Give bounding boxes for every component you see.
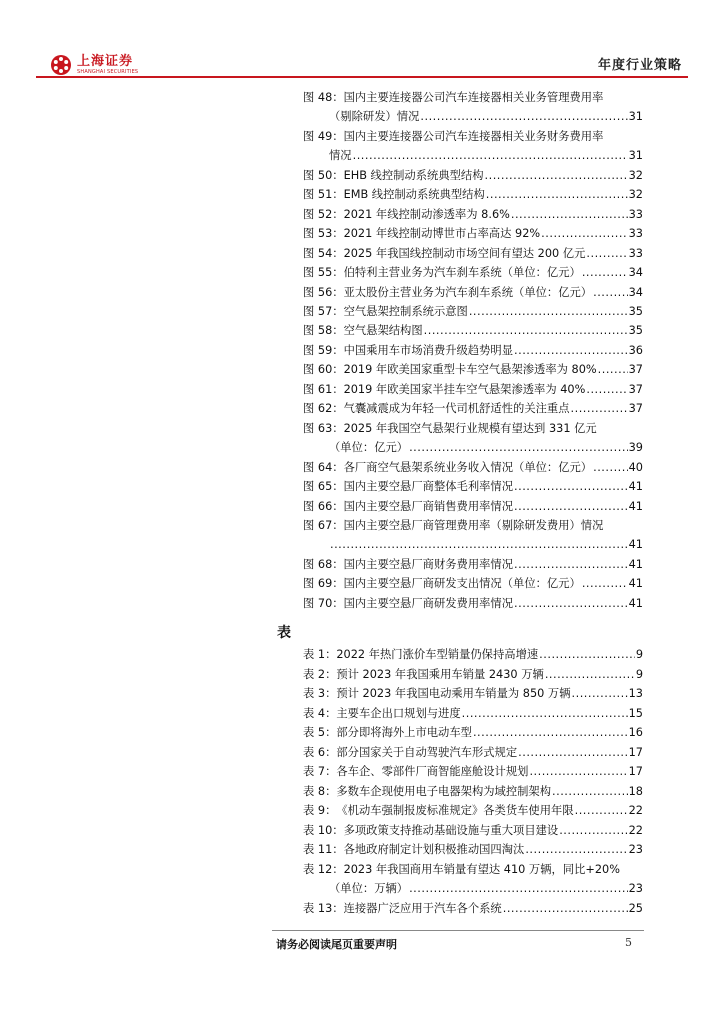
toc-entry-page: 13 (628, 687, 643, 700)
toc-entry-line (303, 665, 643, 685)
toc-leader-dots (539, 645, 635, 665)
toc-entry-line (303, 185, 643, 204)
toc-entry-title-cont: （单位：亿元） (329, 441, 409, 455)
toc-leader-dots (409, 438, 628, 457)
toc-entry-label: 图 49： (303, 129, 344, 143)
figure-list-item[interactable] (303, 341, 643, 360)
shanghai-securities-logo-icon (50, 54, 72, 76)
toc-entry-title: 国内主要连接器公司汽车连接器相关业务管理费用率 (343, 91, 604, 104)
logo (50, 54, 138, 76)
toc-entry-title: 国内主要空悬厂商财务费用率情况 (343, 557, 514, 571)
toc-entry-line (303, 438, 643, 457)
toc-entry-title: 主要车企出口规划与进度 (336, 706, 461, 720)
figure-list-item[interactable] (303, 574, 643, 593)
toc-entry-page: 41 (628, 577, 643, 591)
toc-leader-dots (514, 477, 628, 496)
toc-leader-dots (514, 594, 628, 613)
toc-entry-label: 表 6： (303, 745, 337, 759)
toc-entry-page: 35 (628, 324, 643, 338)
toc-entry-page: 35 (628, 304, 643, 318)
toc-leader-dots (469, 302, 628, 321)
toc-entry-line (303, 762, 643, 782)
toc-entry-title: EMB 线控制动系统典型结构 (343, 188, 485, 202)
toc-leader-dots (593, 283, 628, 302)
table-list-item[interactable] (303, 821, 643, 841)
toc-entry-title-cont: 情况 (329, 149, 352, 163)
toc-entry-line (303, 879, 643, 899)
toc-entry-label: 图 56： (303, 285, 344, 299)
toc-entry-page: 15 (628, 706, 643, 720)
figure-list-item[interactable] (303, 166, 643, 185)
table-list-item[interactable] (303, 665, 643, 685)
toc-entry-line (303, 497, 643, 516)
toc-entry-page: 22 (628, 823, 643, 837)
toc-entry-label: 图 68： (303, 557, 344, 571)
toc-entry-title: 部分即将海外上市电动车型 (336, 726, 472, 739)
figure-list-item[interactable] (303, 127, 643, 166)
toc-entry-page: 37 (628, 402, 643, 416)
toc-entry-label: 图 59： (303, 343, 344, 357)
toc-entry-line (303, 360, 643, 379)
toc-entry-label: 图 52： (303, 207, 344, 221)
toc-entry-page: 9 (635, 667, 643, 681)
page-header (36, 48, 688, 78)
toc-entry-page: 34 (628, 285, 643, 299)
figure-list-item[interactable] (303, 516, 643, 555)
toc-entry-label: 表 10： (303, 823, 344, 837)
toc-leader-dots (559, 821, 627, 841)
toc-leader-dots (514, 341, 628, 360)
figure-list-item[interactable] (303, 302, 643, 321)
toc-entry-line (303, 535, 643, 554)
toc-entry-label: 表 13： (303, 901, 344, 915)
toc-entry-title: 部分国家关于自动驾驶汽车形式规定 (336, 745, 518, 759)
toc-entry-page: 33 (628, 227, 643, 241)
toc-entry-label: 表 5： (303, 726, 337, 739)
toc-entry-line (303, 594, 643, 613)
table-list-item[interactable] (303, 684, 643, 704)
disclaimer-notice: 请务必阅读尾页重要声明 (276, 938, 397, 951)
toc-entry-label: 图 66： (303, 499, 344, 513)
toc-entry-page: 37 (628, 363, 643, 377)
toc-entry-page: 40 (628, 460, 643, 474)
toc-entry-title: 各厂商空气悬架系统业务收入情况（单位：亿元） (343, 460, 593, 474)
toc-entry-page: 41 (628, 557, 643, 571)
toc-entry-line (303, 107, 643, 126)
toc-entry-title: 中国乘用车市场消费升级趋势明显 (343, 343, 514, 357)
toc-entry-line (303, 302, 643, 321)
toc-entry-label: 表 8： (303, 784, 337, 798)
figure-list-item[interactable] (303, 263, 643, 282)
toc-leader-dots (503, 899, 628, 919)
toc-entry-label: 表 11： (303, 843, 344, 856)
toc-entry-page: 22 (628, 804, 643, 817)
figure-list-item[interactable] (303, 244, 643, 263)
toc-entry-line (303, 166, 643, 185)
toc-entry-line (303, 146, 643, 165)
report-type-title: 年度行业策略 (597, 58, 682, 73)
toc-entry-page: 33 (628, 207, 643, 221)
toc-entry-title: 预计 2023 年我国电动乘用车销量为 850 万辆 (336, 687, 571, 700)
figure-list-item[interactable] (303, 555, 643, 574)
toc-entry-title: 国内主要连接器公司汽车连接器相关业务财务费用率 (343, 129, 604, 143)
toc-entry-label: 表 3： (303, 687, 337, 700)
toc-entry-title: EHB 线控制动系统典型结构 (343, 168, 484, 182)
toc-entry-page: 17 (628, 745, 643, 759)
figure-list-item[interactable] (303, 185, 643, 204)
toc-entry-title: 气囊减震成为年轻一代司机舒适性的关注重点 (343, 402, 570, 416)
toc-leader-dots (571, 399, 628, 418)
header-divider (36, 76, 688, 78)
toc-leader-dots (424, 321, 628, 340)
figure-list (303, 88, 643, 613)
toc-entry-line (303, 704, 643, 724)
toc-entry-title: 空气悬架结构图 (343, 324, 423, 338)
toc-leader-dots (409, 879, 628, 899)
toc-leader-dots (514, 555, 628, 574)
toc-entry-page: 31 (628, 149, 643, 163)
toc-entry-title: 各车企、零部件厂商智能座舱设计规划 (336, 765, 529, 778)
toc-entry-label: 图 55： (303, 266, 344, 280)
toc-entry-line (303, 684, 643, 704)
toc-entry-page: 41 (628, 480, 643, 494)
toc-entry-page: 41 (628, 596, 643, 610)
toc-entry-line (303, 782, 643, 802)
toc-entry-page: 31 (628, 110, 643, 124)
toc-entry-page: 39 (628, 441, 643, 455)
table-list-item[interactable] (303, 801, 643, 821)
figure-list-item[interactable] (303, 399, 643, 418)
toc-leader-dots (511, 205, 628, 224)
figure-list-item[interactable] (303, 497, 643, 516)
toc-entry-title: 多项政策支持推动基础设施与重大项目建设 (343, 823, 559, 837)
toc-entry-title: 亚太股份主营业务为汽车刹车系统（单位：亿元） (343, 285, 593, 299)
toc-entry-line (303, 477, 643, 496)
table-list-item[interactable] (303, 840, 643, 860)
toc-entry-label: 图 50： (303, 168, 344, 182)
page-number: 5 (625, 936, 632, 949)
toc-entry-line (303, 458, 643, 477)
table-list-item[interactable] (303, 782, 643, 802)
toc-entry-title: 《机动车强制报废标准规定》各类货车使用年限 (336, 804, 574, 817)
figure-list-item[interactable] (303, 477, 643, 496)
toc-leader-dots (486, 185, 628, 204)
toc-entry-line (303, 840, 643, 860)
figure-list-item[interactable] (303, 380, 643, 399)
toc-entry-label: 图 64： (303, 460, 344, 474)
toc-entry-label: 表 1： (303, 648, 337, 661)
toc-entry-title: 国内主要空悬厂商管理费用率（剔除研发费用）情况 (343, 518, 604, 532)
toc-entry-label: 图 63： (303, 421, 344, 435)
toc-entry-page: 17 (628, 765, 643, 778)
toc-entry-label: 图 69： (303, 577, 344, 591)
toc-leader-dots (586, 380, 627, 399)
toc-entry-title-cont: （剔除研发）情况 (329, 110, 420, 124)
toc-entry-label: 图 54： (303, 246, 344, 260)
toc-leader-dots (545, 665, 635, 685)
toc-entry-label: 表 2： (303, 667, 337, 681)
toc-leader-dots (572, 684, 628, 704)
toc-entry-line (303, 399, 643, 418)
toc-entry-title: 2022 年热门涨价车型销量仍保持高增速 (336, 648, 539, 661)
toc-entry-label: 图 70： (303, 596, 344, 610)
figure-list-item[interactable] (303, 594, 643, 613)
toc-entry-page: 9 (635, 648, 643, 661)
toc-entry-line (303, 723, 643, 743)
toc-entry-page: 41 (628, 499, 643, 513)
toc-entry-title: 2019 年欧美国家半挂车空气悬架渗透率为 40% (343, 382, 586, 396)
toc-entry-label: 表 9： (303, 804, 337, 817)
toc-entry-page: 16 (628, 726, 643, 739)
logo-name-cn: 上海证券 (77, 54, 134, 69)
toc-entry-title: 预计 2023 年我国乘用车销量 2430 万辆 (336, 667, 544, 681)
toc-entry-line (303, 263, 643, 282)
toc-entry-page: 23 (628, 843, 643, 856)
toc-leader-dots (330, 535, 628, 554)
toc-leader-dots (552, 782, 628, 802)
toc-entry-line (303, 419, 643, 438)
toc-leader-dots (353, 146, 628, 165)
toc-entry-line (303, 283, 643, 302)
toc-entry-line (303, 555, 643, 574)
toc-leader-dots (575, 801, 628, 821)
table-list-item[interactable] (303, 704, 643, 724)
toc-entry-page: 32 (628, 188, 643, 202)
toc-leader-dots (518, 743, 627, 763)
toc-entry-page: 36 (628, 343, 643, 357)
toc-entry-title: 连接器广泛应用于汽车各个系统 (343, 901, 502, 915)
toc-entry-page: 33 (628, 246, 643, 260)
toc-entry-line (303, 224, 643, 243)
figure-list-item[interactable] (303, 419, 643, 458)
table-list-item[interactable] (303, 860, 643, 899)
toc-entry-line (303, 645, 643, 665)
toc-entry-label: 表 7： (303, 765, 337, 778)
table-list (303, 645, 643, 918)
table-list-item[interactable] (303, 723, 643, 743)
toc-leader-dots (582, 574, 628, 593)
toc-entry-line (303, 321, 643, 340)
toc-entry-title-cont: （单位：万辆） (329, 882, 409, 895)
toc-entry-line (303, 821, 643, 841)
toc-entry-page: 37 (628, 382, 643, 396)
toc-leader-dots (420, 107, 627, 126)
toc-leader-dots (582, 263, 628, 282)
toc-entry-line (303, 127, 643, 146)
toc-entry-page: 25 (628, 901, 643, 915)
toc-entry-label: 图 48： (303, 91, 344, 104)
logo-name-en: SHANGHAI SECURITIES (77, 69, 139, 75)
toc-entry-title: 2021 年线控制动博世市占率高达 92% (343, 227, 541, 241)
toc-entry-line (303, 574, 643, 593)
table-list-item[interactable] (303, 899, 643, 919)
table-list-item[interactable] (303, 743, 643, 763)
toc-entry-line (303, 516, 643, 535)
toc-leader-dots (529, 762, 627, 782)
toc-leader-dots (485, 166, 628, 185)
toc-entry-label: 表 4： (303, 706, 337, 720)
toc-entry-page: 34 (628, 266, 643, 280)
figure-list-item[interactable] (303, 321, 643, 340)
toc-entry-line (303, 743, 643, 763)
toc-leader-dots (586, 244, 627, 263)
toc-entry-title: 2019 年欧美国家重型卡车空气悬架渗透率为 80% (343, 363, 597, 377)
toc-entry-title: 空气悬架控制系统示意图 (343, 304, 468, 318)
toc-entry-label: 图 60： (303, 363, 344, 377)
table-list-item[interactable] (303, 762, 643, 782)
toc-entry-title: 2023 年我国商用车销量有望达 410 万辆，同比+20% (343, 862, 620, 876)
toc-entry-title: 多数车企现使用电子电器架构为域控制架构 (336, 784, 552, 798)
toc-entry-line (303, 860, 643, 880)
toc-entry-line (303, 244, 643, 263)
toc-leader-dots (473, 723, 628, 743)
toc-entry-line (303, 899, 643, 919)
toc-leader-dots (462, 704, 628, 724)
toc-entry-page: 32 (628, 168, 643, 182)
toc-leader-dots (593, 458, 628, 477)
toc-entry-line (303, 801, 643, 821)
toc-entry-title: 国内主要空悬厂商研发支出情况（单位：亿元） (343, 577, 581, 591)
toc-entry-label: 图 58： (303, 324, 344, 338)
toc-entry-title: 2025 年我国线控制动市场空间有望达 200 亿元 (343, 246, 586, 260)
table-list-item[interactable] (303, 645, 643, 665)
toc-entry-label: 图 51： (303, 188, 344, 202)
toc-leader-dots (514, 497, 628, 516)
toc-entry-title: 国内主要空悬厂商整体毛利率情况 (343, 480, 514, 494)
toc-leader-dots (541, 224, 627, 243)
toc-entry-label: 图 53： (303, 227, 344, 241)
footer-divider (272, 930, 644, 931)
figure-list-item[interactable] (303, 205, 643, 224)
toc-leader-dots (525, 840, 627, 860)
toc-entry-title: 国内主要空悬厂商研发费用率情况 (343, 596, 514, 610)
toc-entry-title: 2025 年我国空气悬架行业规模有望达到 331 亿元 (343, 421, 597, 435)
toc-entry-line (303, 205, 643, 224)
toc-entry-page: 23 (628, 882, 643, 895)
toc-entry-line (303, 88, 643, 107)
figure-list-item[interactable] (303, 224, 643, 243)
toc-entry-page: 18 (628, 784, 643, 798)
figure-list-item[interactable] (303, 458, 643, 477)
toc-entry-title: 伯特利主营业务为汽车刹车系统（单位：亿元） (343, 266, 581, 280)
toc-entry-line (303, 380, 643, 399)
toc-entry-label: 图 62： (303, 402, 344, 416)
toc-entry-line (303, 341, 643, 360)
toc-entry-label: 图 67： (303, 518, 344, 532)
toc-entry-title: 2021 年线控制动渗透率为 8.6% (343, 207, 510, 221)
toc-entry-label: 图 65： (303, 480, 344, 494)
toc-entry-page: 41 (628, 538, 643, 552)
toc-entry-title: 各地政府制定计划积极推动国四淘汰 (343, 843, 525, 856)
figure-list-item[interactable] (303, 283, 643, 302)
figure-list-item[interactable] (303, 360, 643, 379)
toc-entry-title: 国内主要空悬厂商销售费用率情况 (343, 499, 514, 513)
toc-entry-label: 图 61： (303, 382, 344, 396)
toc-leader-dots (598, 360, 628, 379)
figure-list-item[interactable] (303, 88, 643, 127)
tables-section-heading: 表 (277, 625, 291, 641)
toc-entry-label: 表 12： (303, 862, 344, 876)
toc-entry-label: 图 57： (303, 304, 344, 318)
